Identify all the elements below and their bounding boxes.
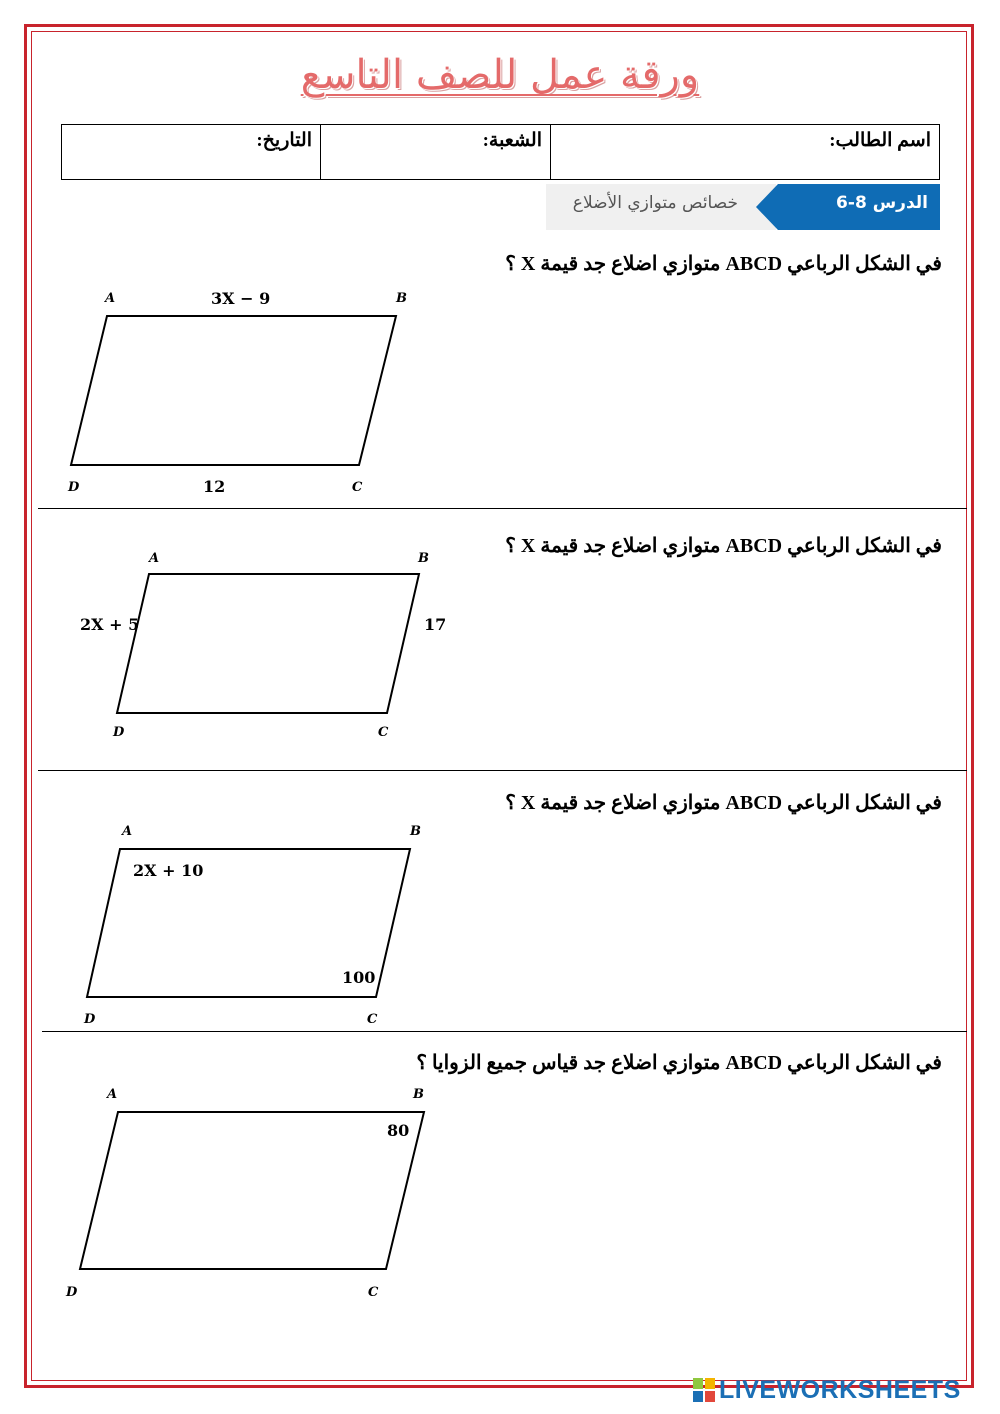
question-1-text: في الشكل الرباعي ABCD متوازي اضلاع جد قيمة X ؟ (505, 253, 942, 275)
question-4-text: في الشكل الرباعي ABCD متوازي اضلاع جد قياس جميع الزوايا ؟ (416, 1052, 942, 1074)
student-name-label: اسم الطالب: (829, 130, 931, 151)
fig4-vertex-c: C (368, 1285, 379, 1300)
parallelogram-2 (117, 574, 419, 713)
liveworksheets-logo[interactable] (693, 1375, 961, 1404)
fig2-vertex-c: C (378, 725, 389, 740)
question-3-text: في الشكل الرباعي ABCD متوازي اضلاع جد قيمة X ؟ (505, 792, 942, 814)
fig1-vertex-b: B (396, 291, 407, 306)
date-label: التاريخ: (256, 130, 312, 151)
fig3-angle-a-label: 2X + 10 (133, 861, 204, 880)
worksheet-title: ورقة عمل للصف التاسع (300, 52, 700, 98)
fig4-vertex-b: B (413, 1087, 424, 1102)
liveworksheets-logo-icon (693, 1378, 715, 1402)
fig3-vertex-c: C (367, 1012, 378, 1027)
fig2-left-side-label: 2X + 5 (80, 615, 140, 634)
fig4-angle-b-label: 80 (387, 1121, 410, 1140)
parallelogram-4 (80, 1112, 424, 1269)
question-2-text: في الشكل الرباعي ABCD متوازي اضلاع جد قيمة X ؟ (505, 535, 942, 557)
fig4-vertex-a: A (107, 1087, 118, 1102)
lesson-topic: خصائص متوازي الأضلاع (572, 193, 738, 213)
fig1-bottom-side-label: 12 (203, 477, 226, 496)
fig1-vertex-a: A (105, 291, 116, 306)
parallelogram-1 (71, 316, 396, 465)
lesson-number: الدرس 8-6 (836, 193, 928, 213)
fig3-vertex-a: A (122, 824, 133, 839)
liveworksheets-logo-text: LIVEWORKSHEETS (719, 1375, 961, 1404)
fig2-vertex-d: D (113, 725, 125, 740)
fig1-vertex-c: C (352, 480, 363, 495)
fig2-right-side-label: 17 (424, 615, 447, 634)
fig2-vertex-a: A (149, 551, 160, 566)
fig1-vertex-d: D (68, 480, 80, 495)
fig3-vertex-d: D (84, 1012, 96, 1027)
fig2-vertex-b: B (418, 551, 429, 566)
fig3-angle-c-label: 100 (342, 968, 376, 987)
fig3-vertex-b: B (410, 824, 421, 839)
fig4-vertex-d: D (66, 1285, 78, 1300)
fig1-top-side-label: 3X − 9 (211, 289, 271, 308)
section-label: الشعبة: (482, 130, 542, 151)
